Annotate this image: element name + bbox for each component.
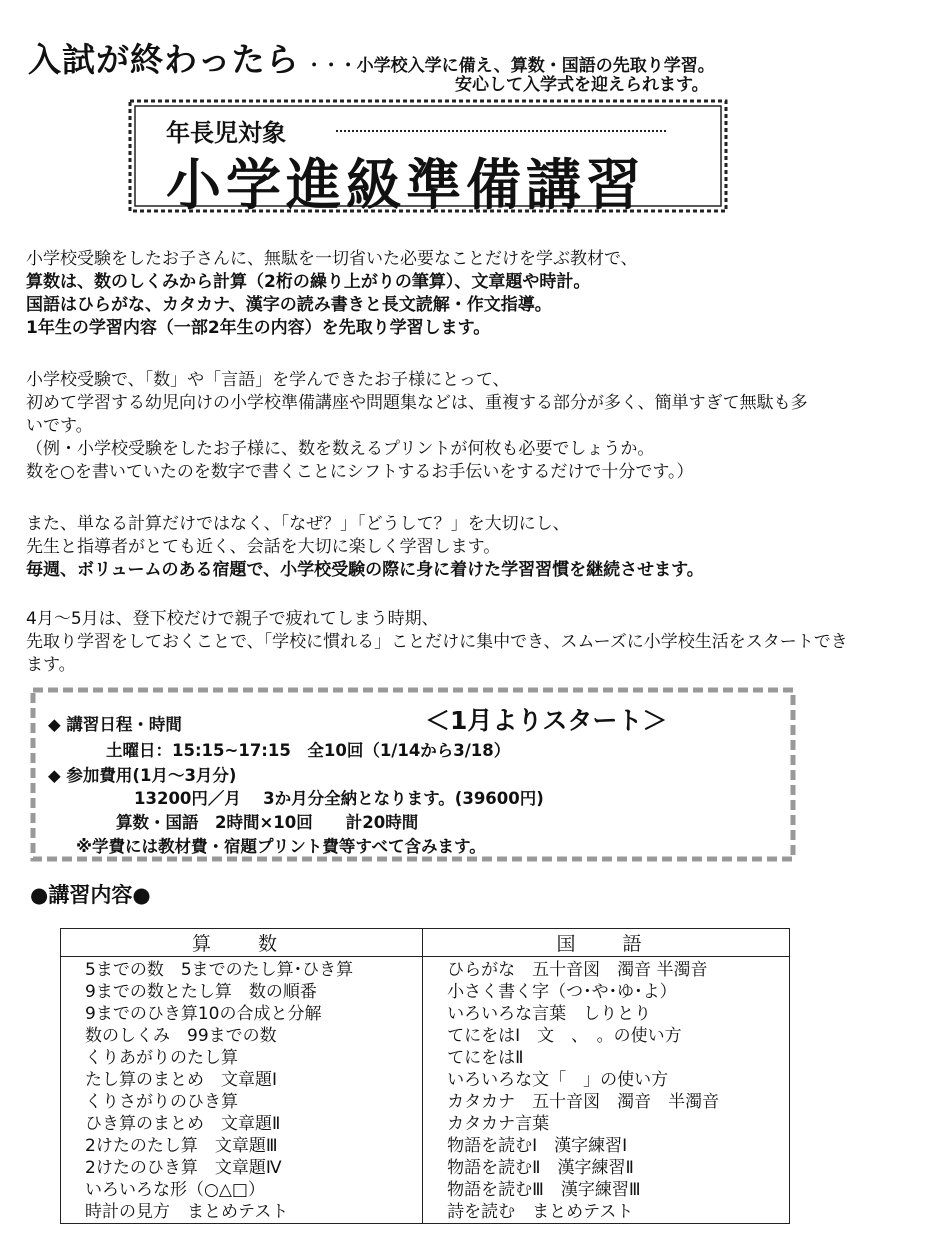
- list-item: カタカナ 五十音図 濁音 半濁音: [447, 1092, 720, 1112]
- list-item: 2けたのひき算 文章題Ⅳ: [85, 1158, 282, 1178]
- list-item: 物語を読むⅢ 漢字練習Ⅲ: [447, 1180, 641, 1200]
- header-japanese: 国 語: [423, 929, 790, 957]
- text-line: （例・小学校受験をしたお子様に、数を数えるプリントが何枚も必要でしょうか。: [26, 439, 655, 459]
- header-math: 算 数: [61, 929, 423, 957]
- text-line: 国語はひらがな、カタカナ、漢字の読み書きと長文読解・作文指導。: [26, 295, 552, 315]
- target-audience: 年長児対象: [166, 119, 286, 147]
- text-line: 数を○を書いていたのを数字で書くことにシフトするお手伝いをするだけで十分です。）: [26, 462, 694, 482]
- list-item: 物語を読むⅠ 漢字練習Ⅰ: [447, 1136, 628, 1156]
- title-box: [126, 97, 730, 215]
- schedule-label: ◆ 講習日程・時間: [48, 715, 182, 734]
- list-item: くりさがりのひき算: [85, 1092, 238, 1112]
- list-item: いろいろな形（○△□）: [85, 1180, 265, 1200]
- list-item: 詩を読む まとめテスト: [447, 1202, 634, 1222]
- text-line: 1年生の学習内容（一部2年生の内容）を先取り学習します。: [26, 318, 491, 338]
- text-line: また、単なる計算だけではなく、「なぜ？」「どうして？」を大切にし、: [26, 514, 570, 534]
- main-title: 小学進級準備講習: [166, 153, 647, 217]
- text-line: ます。: [26, 655, 76, 675]
- math-column: [61, 957, 423, 1224]
- list-item: いろいろな文「 」の使い方: [447, 1070, 669, 1090]
- japanese-column: [423, 957, 790, 1224]
- headline-tagline: ・・・小学校入学に備え、算数・国語の先取り学習。: [305, 56, 715, 76]
- text-line: 小学校受験をしたお子さんに、無駄を一切省いた必要なことだけを学ぶ教材で、: [26, 249, 638, 269]
- paragraph-1: [26, 248, 638, 340]
- fee-note: ※学費には教材費・宿題プリント費等すべて含みます。: [76, 837, 486, 856]
- list-item: 時計の見方 まとめテスト: [85, 1202, 289, 1222]
- list-item: 小さく書く字（つ･や･ゆ･よ）: [447, 982, 677, 1002]
- fee-label: ◆ 参加費用(1月～3月分): [48, 766, 237, 785]
- headline-main: 入試が終わったら: [28, 40, 300, 79]
- dotted-divider: [336, 130, 666, 132]
- section-title: ●講習内容●: [30, 883, 151, 907]
- list-item: くりあがりのたし算: [85, 1048, 238, 1068]
- text-line: 初めて学習する幼児向けの小学校準備講座や問題集などは、重複する部分が多く、簡単すぎて無駄も多: [26, 393, 808, 413]
- curriculum-table: [60, 928, 790, 1224]
- list-item: てにをはⅠ 文 、 。の使い方: [447, 1026, 682, 1046]
- list-item: たし算のまとめ 文章題Ⅰ: [85, 1070, 278, 1090]
- list-item: ひき算のまとめ 文章題Ⅱ: [85, 1114, 281, 1134]
- paragraph-4: [26, 608, 906, 677]
- hours-detail: 算数・国語 2時間×10回 計20時間: [116, 813, 419, 832]
- list-item: てにをはⅡ: [447, 1048, 524, 1068]
- schedule-detail: 土曜日：15:15~17:15 全10回（1/14から3/18）: [106, 741, 511, 760]
- text-line: 小学校受験で、「数」や「言語」を学んできたお子様にとって、: [26, 370, 510, 390]
- start-banner: ＜1月よりスタート＞: [425, 706, 668, 735]
- list-item: 9までの数とたし算 数の順番: [85, 982, 317, 1002]
- text-line: 毎週、ボリュームのある宿題で、小学校受験の際に身に着けた学習習慣を継続させます。: [26, 560, 704, 580]
- text-line: 先取り学習をしておくことで、「学校に慣れる」ことだけに集中でき、スムーズに小学校生活をスタートでき: [26, 632, 848, 652]
- list-item: カタカナ言葉: [447, 1114, 550, 1134]
- list-item: いろいろな言葉 しりとり: [447, 1004, 652, 1024]
- fee-detail: 13200円／月 3か月分全納となります。(39600円): [134, 789, 544, 808]
- list-item: ひらがな 五十音図 濁音 半濁音: [447, 960, 708, 980]
- text-line: いです。: [26, 416, 93, 436]
- list-item: 2けたのたし算 文章題Ⅲ: [85, 1136, 278, 1156]
- text-line: 4月～5月は、登下校だけで親子で疲れてしまう時期、: [26, 609, 439, 629]
- text-line: 先生と指導者がとても近く、会話を大切に楽しく学習します。: [26, 537, 501, 557]
- list-item: 数のしくみ 99までの数: [85, 1026, 277, 1046]
- text-line: 算数は、数のしくみから計算（2桁の繰り上がりの筆算）、文章題や時計。: [26, 272, 591, 292]
- list-item: 5までの数 5までのたし算･ひき算: [85, 960, 354, 980]
- paragraph-3: [26, 513, 704, 582]
- headline-tagline-2: 安心して入学式を迎えられます。: [455, 75, 709, 95]
- list-item: 物語を読むⅡ 漢字練習Ⅱ: [447, 1158, 634, 1178]
- info-box: [30, 687, 796, 862]
- list-item: 9までのひき算10の合成と分解: [85, 1004, 322, 1024]
- paragraph-2: [26, 369, 906, 484]
